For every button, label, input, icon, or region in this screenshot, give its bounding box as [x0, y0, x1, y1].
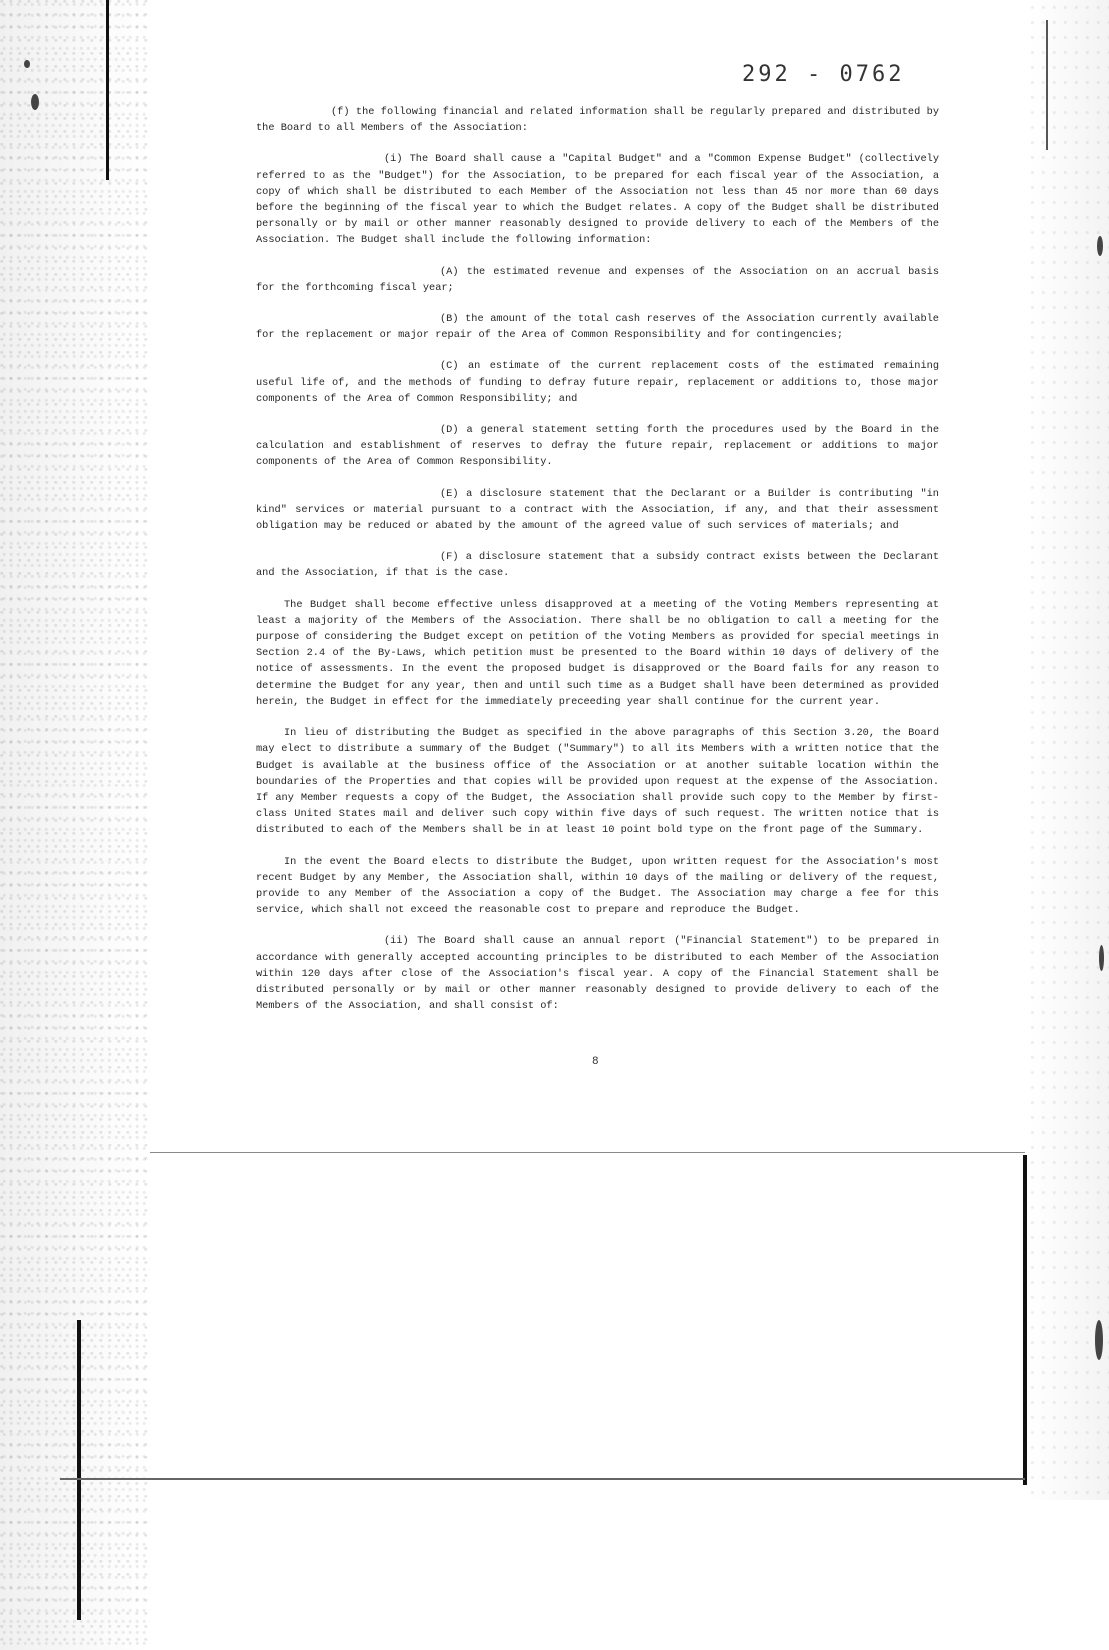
paragraph-in-the-event: In the event the Board elects to distribute the Budget, upon written request for the Association's most recent Budget by any Member, the Association shall, within 10 days of the mailing or delivery of the request, provide to any Member of the Association a copy of the Budget. The Association may charge a fee for this service, which shall not exceed the reasonable cost to prepare and reproduce the Budget. — [256, 855, 939, 917]
paragraph-F: (F) a disclosure statement that a subsidy contract exists between the Declarant and the Association, if that is the case. — [256, 551, 939, 580]
paragraph-ii: (ii) The Board shall cause an annual report ("Financial Statement") to be prepared in accordance with generally accepted accounting principles to be distributed to each Member of the Association within 120 days after close of the Association's fiscal year. A copy of the Financial Statement shall be distributed personally or by mail or other manner reasonably designed to provide delivery to each of the Members of the Association, and shall consist of: — [256, 935, 939, 1013]
scan-edge-right — [1029, 0, 1109, 1500]
scan-speck — [1095, 1320, 1103, 1360]
page-edge-line-left — [106, 0, 109, 180]
paragraph-f: (f) the following financial and related information shall be regularly prepared and distributed by the Board to all Members of the Association: — [256, 106, 939, 135]
paragraph-E: (E) a disclosure statement that the Declarant or a Builder is contributing "in kind" services or material pursuant to a contract with the Association, if any, and that their assessment obligation may be reduced or abated by the amount of the agreed value of such services of materials; and — [256, 487, 939, 533]
copy-edge-line — [150, 1152, 1025, 1153]
scan-speck — [31, 94, 39, 110]
paragraph-D: (D) a general statement setting forth the procedures used by the Board in the calculation and establishment of reserves to defray the future repair, replacement or additions to major components of the Area of Common Responsibility. — [256, 424, 939, 469]
paragraph-A: (A) the estimated revenue and expenses of the Association on an accrual basis for the forthcoming fiscal year; — [256, 265, 939, 294]
paragraph-B: (B) the amount of the total cash reserves of the Association currently available for the replacement or major repair of the Area of Common Responsibility and for contingencies; — [256, 313, 939, 342]
paragraph-budget-effective: The Budget shall become effective unless disapproved at a meeting of the Voting Members representing at least a majority of the Members of the Association. There shall be no obligation to call a meeting for the purpose of considering the Budget except on petition of the Voting Members as provided for special meetings in Section 2.4 of the By-Laws, which petition must be presented to the Board within 10 days of delivery of the notice of assessments. In the event the proposed budget is disapproved or the Board fails for any reason to determine the Budget for any year, then and until such time as a Budget shall have been determined as provided herein, the Budget in effect for the immediately preceeding year shall continue for the current year. — [256, 598, 939, 708]
document-stamp-number: 292 - 0762 — [742, 62, 905, 87]
copy-edge-line-bottom — [60, 1478, 1025, 1480]
scan-speck — [1097, 236, 1103, 256]
scan-speck — [1099, 945, 1104, 971]
paragraph-i: (i) The Board shall cause a "Capital Budget" and a "Common Expense Budget" (collectively referred to as the "Budget") for the Association, to be prepared for each fiscal year of the Association, a copy of which shall be distributed to each Member of the Association not less than 45 nor more than 60 days before the beginning of the fiscal year to which the Budget relates. A copy of the Budget shall be distributed personally or by mail or other manner reasonably designed to provide delivery to each of the Members of the Association. The Budget shall include the following information: — [256, 153, 939, 247]
page-edge-line-left-lower — [77, 1320, 81, 1620]
page-edge-line-right-top — [1046, 20, 1048, 150]
document-body — [256, 104, 939, 1029]
scan-edge-left — [0, 0, 150, 1650]
scan-speck — [24, 60, 30, 68]
paragraph-C: (C) an estimate of the current replacement costs of the estimated remaining useful life of, and the methods of funding to defray future repair, replacement or additions to, those major components of the Area of Common Responsibility; and — [256, 360, 939, 405]
page-number: 8 — [592, 1056, 599, 1068]
page-edge-line-right — [1023, 1155, 1027, 1485]
paragraph-in-lieu: In lieu of distributing the Budget as specified in the above paragraphs of this Section 3.20, the Board may elect to distribute a summary of the Budget ("Summary") to all its Members with a written notice that the Budget is available at the business office of the Association or at another suitable location within the boundaries of the Properties and that copies will be provided upon request at the expense of the Association. If any Member requests a copy of the Budget, the Association shall provide such copy to the Member by first-class United States mail and deliver such copy within five days of such request. The written notice that is distributed to each of the Members shall be in at least 10 point bold type on the front page of the Summary. — [256, 727, 939, 837]
